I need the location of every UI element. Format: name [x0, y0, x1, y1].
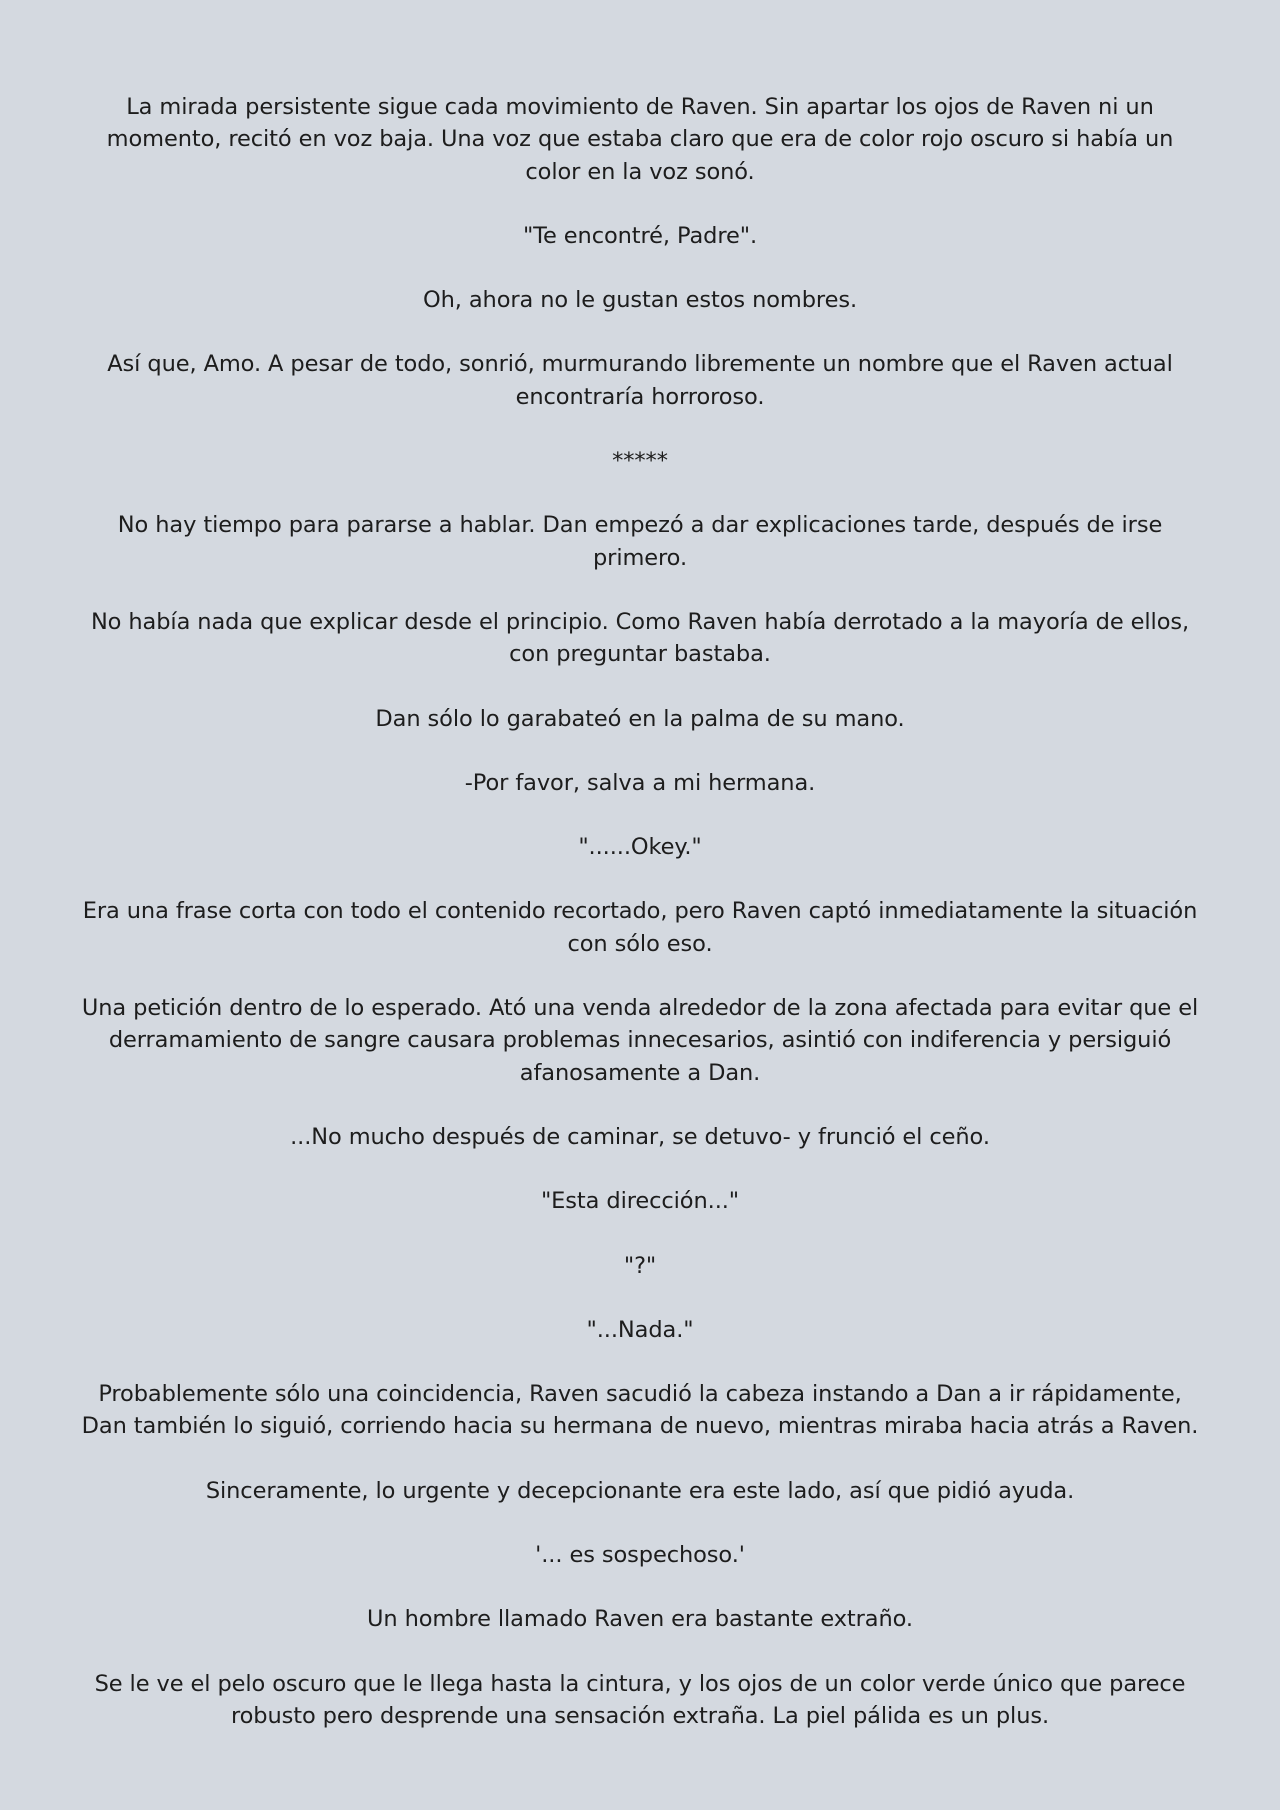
paragraph: Sinceramente, lo urgente y decepcionante era este lado, así que pidió ayuda. [205, 1477, 1075, 1504]
paragraph: La mirada persistente sigue cada movimiento de Raven. Sin apartar los ojos de Raven ni un momento, recitó en voz baja. Una voz que estaba claro que era de color rojo oscuro si había un color en la voz sonó. [106, 94, 1174, 185]
paragraph: ...No mucho después de caminar, se detuvo- y frunció el ceño. [290, 1123, 990, 1150]
paragraph: Era una frase corta con todo el contenido recortado, pero Raven captó inmediatamente la situación con sólo eso. [82, 898, 1198, 957]
paragraph: Una petición dentro de lo esperado. Ató una venda alrededor de la zona afectada para evitar que el derramamiento de sangre causara problemas innecesarios, asintió con indiferencia y persiguió afanosamente a Dan. [81, 995, 1199, 1086]
paragraph: Probablemente sólo una coincidencia, Raven sacudió la cabeza instando a Dan a ir rápidamente, Dan también lo siguió, corriendo hacia su hermana de nuevo, mientras miraba hacia atrás a Raven. [81, 1381, 1199, 1440]
paragraph: Oh, ahora no le gustan estos nombres. [422, 287, 858, 314]
paragraph: "?" [623, 1252, 657, 1279]
paragraph: "Te encontré, Padre". [522, 222, 758, 249]
paragraph: Dan sólo lo garabateó en la palma de su mano. [375, 705, 905, 732]
paragraph: Se le ve el pelo oscuro que le llega hasta la cintura, y los ojos de un color verde único que parece robusto pero desprende una sensación extraña. La piel pálida es un plus. [94, 1670, 1186, 1729]
paragraph: -Por favor, salva a mi hermana. [464, 769, 816, 796]
paragraph: Así que, Amo. A pesar de todo, sonrió, murmurando libremente un nombre que el Raven actual encontraría horroroso. [107, 351, 1173, 410]
paragraph: "Esta dirección..." [540, 1188, 740, 1215]
scene-break: ***** [612, 448, 668, 475]
paragraph: "......Okey." [578, 834, 702, 861]
paragraph: No había nada que explicar desde el principio. Como Raven había derrotado a la mayoría de ellos, con preguntar bastaba. [90, 608, 1190, 668]
paragraph: "...Nada." [586, 1316, 694, 1343]
story-text [80, 91, 1200, 1732]
paragraph: '... es sospechoso.' [535, 1542, 745, 1569]
paragraph: No hay tiempo para pararse a hablar. Dan empezó a dar explicaciones tarde, después de irse primero. [117, 512, 1163, 571]
paragraph: Un hombre llamado Raven era bastante extraño. [367, 1606, 913, 1633]
